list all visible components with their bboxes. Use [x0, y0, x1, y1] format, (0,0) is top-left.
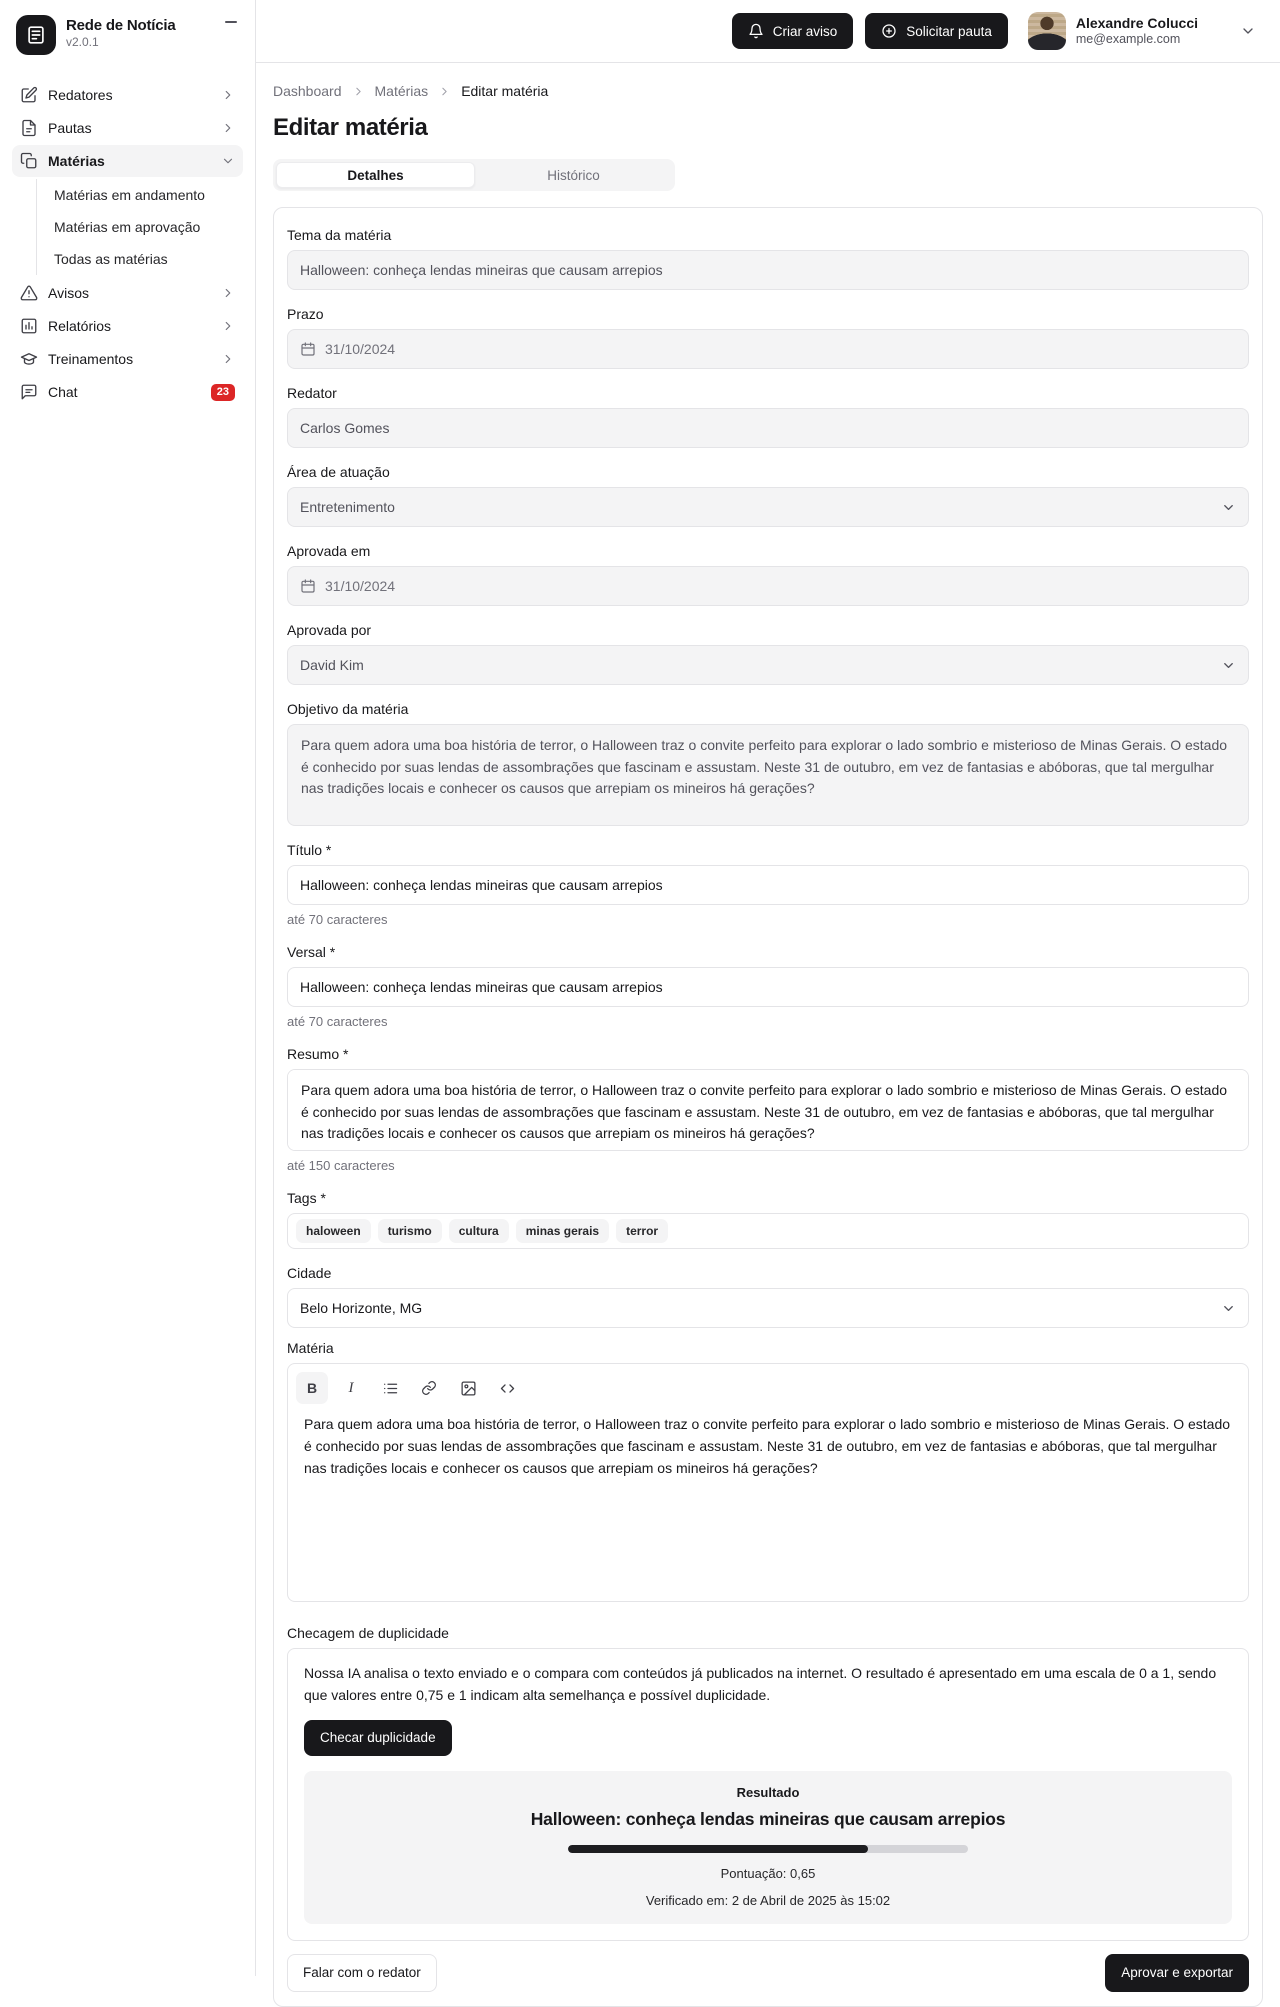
result-headline: Halloween: conheça lendas mineiras que causam arrepios: [530, 1808, 1006, 1829]
bold-icon: B: [306, 1380, 318, 1397]
code-icon: [499, 1380, 516, 1397]
avatar: [1028, 12, 1066, 50]
sidebar: [0, 0, 256, 1976]
tab-historico[interactable]: Histórico: [547, 167, 600, 183]
approve-export-label: Aprovar e exportar: [1121, 1965, 1233, 1981]
create-notice-button[interactable]: [732, 13, 854, 49]
chevron-right-icon: [221, 121, 235, 135]
sidebar-item-label: Chat: [48, 384, 78, 400]
titulo-input[interactable]: [287, 865, 1249, 905]
approve-export-button[interactable]: [1105, 1954, 1249, 1992]
tag-chip: cultura: [449, 1219, 509, 1243]
versal-input[interactable]: [287, 967, 1249, 1007]
aprovada-em-field: [287, 566, 1249, 606]
card-footer: [287, 1954, 1249, 1992]
calendar-icon: [300, 578, 316, 594]
tag-chip: terror: [616, 1219, 668, 1243]
redator-field: [287, 408, 1249, 448]
bullet-list-button[interactable]: [374, 1372, 406, 1404]
objetivo-textarea: [287, 724, 1249, 826]
tema-label: Tema da matéria: [287, 227, 392, 243]
chevron-down-icon: [1221, 500, 1236, 515]
document-icon: [20, 119, 38, 137]
breadcrumb: [273, 83, 1263, 99]
sidebar-item-avisos[interactable]: [12, 277, 243, 309]
app-version: v2.0.1: [66, 35, 99, 49]
sidebar-subitem-label: Todas as matérias: [54, 251, 168, 267]
chevron-right-icon: [352, 85, 365, 98]
sidebar-item-label: Redatores: [48, 87, 113, 103]
sidebar-item-label: Avisos: [48, 285, 89, 301]
chevron-down-icon[interactable]: [1236, 19, 1260, 43]
topbar: [256, 0, 1280, 63]
request-pauta-label: Solicitar pauta: [906, 23, 992, 39]
chevron-right-icon: [221, 88, 235, 102]
sidebar-subitem-label: Matérias em aprovação: [54, 219, 201, 235]
edit-icon: [20, 86, 38, 104]
aprovada-em-value: 31/10/2024: [325, 578, 396, 594]
tag-chip: minas gerais: [516, 1219, 609, 1243]
tab-detalhes[interactable]: Detalhes: [276, 162, 475, 188]
list-icon: [382, 1380, 399, 1397]
talk-to-editor-button[interactable]: Falar com o redator: [287, 1954, 437, 1992]
duplicate-check-description: Nossa IA analisa o texto enviado e o compara com conteúdos já publicados na internet. O resultado é apresentado em uma escala de 0 a 1, sendo que valores entre 0,75 e 1 indicam alta semelhança e possível duplicidade.: [304, 1665, 1217, 1704]
italic-icon: I: [348, 1379, 354, 1396]
tema-value: Halloween: conheça lendas mineiras que causam arrepios: [300, 262, 663, 278]
request-pauta-button[interactable]: [865, 13, 1008, 49]
aprovada-por-label: Aprovada por: [287, 622, 372, 638]
editor-content[interactable]: Para quem adora uma boa história de terror, o Halloween traz o convite perfeito para explorar o lado sombrio e misterioso de Minas Gerais. O estado é conhecido por suas lendas de assombrações que fascinam e assustam. Neste 31 de outubro, em vez de fantasias e abóboras, que tal mergulhar nas tradições locais e conhecer os causos que arrepiam os mineiros há gerações?: [304, 1416, 1231, 1476]
result-verified: Verificado em: 2 de Abril de 2025 às 15:02: [645, 1892, 891, 1908]
duplicate-result-panel: [304, 1771, 1232, 1924]
chevron-right-icon: [438, 85, 451, 98]
sidebar-item-label: Pautas: [48, 120, 92, 136]
chevron-down-icon: [1221, 658, 1236, 673]
sidebar-item-label: Relatórios: [48, 318, 112, 334]
tab-bar: [273, 159, 675, 191]
titulo-helper: até 70 caracteres: [287, 912, 388, 927]
sidebar-item-label: Matérias: [48, 153, 105, 169]
create-notice-label: Criar aviso: [772, 23, 838, 39]
area-atuacao-value: Entretenimento: [300, 499, 395, 515]
app-name: Rede de Notícia: [66, 17, 176, 34]
redator-value: Carlos Gomes: [300, 420, 390, 436]
bold-button[interactable]: [296, 1372, 328, 1404]
sidebar-materias-subtree: [36, 179, 243, 275]
versal-label: Versal *: [287, 944, 336, 960]
sidebar-item-materias-em-aprovacao[interactable]: [37, 211, 243, 243]
objetivo-label: Objetivo da matéria: [287, 701, 409, 717]
sidebar-item-relatorios[interactable]: [12, 310, 243, 342]
sidebar-item-pautas[interactable]: [12, 112, 243, 144]
sidebar-nav: [0, 65, 255, 408]
bell-icon: [748, 23, 764, 39]
copy-stack-icon: [20, 152, 38, 170]
check-duplicate-button[interactable]: [304, 1720, 452, 1756]
resumo-textarea[interactable]: [287, 1069, 1249, 1151]
sidebar-item-todas-as-materias[interactable]: [37, 243, 243, 275]
prazo-field: [287, 329, 1249, 369]
aprovada-em-label: Aprovada em: [287, 543, 371, 559]
resumo-label: Resumo *: [287, 1046, 349, 1062]
user-name: Alexandre Colucci: [1075, 15, 1198, 32]
chevron-right-icon: [221, 352, 235, 366]
collapse-sidebar-button[interactable]: [221, 15, 241, 29]
code-button[interactable]: [491, 1372, 523, 1404]
rich-text-editor: [287, 1363, 1249, 1602]
sidebar-subitem-label: Matérias em andamento: [54, 187, 205, 203]
app-logo: [16, 15, 56, 55]
tag-chip: turismo: [378, 1219, 442, 1243]
chat-unread-badge: 23: [211, 384, 235, 401]
sidebar-header: [0, 0, 255, 65]
objetivo-value: Para quem adora uma boa história de terror, o Halloween traz o convite perfeito para explorar o lado sombrio e misterioso de Minas Gerais. O estado é conhecido por suas lendas de assombrações que fascinam e assustam. Neste 31 de outubro, em vez de fantasias e abóboras, que tal mergulhar nas tradições locais e conhecer os causos que arrepiam os mineiros há gerações?: [301, 737, 1228, 797]
sidebar-item-materias[interactable]: [12, 145, 243, 177]
redator-label: Redator: [287, 385, 337, 401]
aprovada-por-value: David Kim: [300, 657, 364, 673]
result-score: Pontuação: 0,65: [720, 1865, 816, 1881]
sidebar-item-chat[interactable]: [12, 376, 243, 408]
link-icon: [421, 1380, 437, 1396]
graduation-cap-icon: [20, 350, 38, 368]
prazo-label: Prazo: [287, 306, 324, 322]
versal-helper: até 70 caracteres: [287, 1014, 388, 1029]
user-menu[interactable]: [1028, 12, 1198, 50]
duplicate-check-label: Checagem de duplicidade: [287, 1625, 449, 1642]
materia-label: Matéria: [287, 1340, 334, 1357]
sidebar-item-redatores[interactable]: [12, 79, 243, 111]
chevron-down-icon: [1221, 1301, 1236, 1316]
breadcrumb-dashboard[interactable]: Dashboard: [273, 83, 342, 99]
sidebar-item-treinamentos[interactable]: [12, 343, 243, 375]
tema-field: [287, 250, 1249, 290]
image-icon: [460, 1380, 477, 1397]
calendar-icon: [300, 341, 316, 357]
sidebar-item-materias-em-andamento[interactable]: [37, 179, 243, 211]
breadcrumb-materias[interactable]: Matérias: [374, 83, 429, 99]
result-title: Resultado: [736, 1784, 800, 1800]
chat-bubble-icon: [20, 383, 38, 401]
edit-materia-card: [273, 207, 1263, 2007]
sidebar-item-label: Treinamentos: [48, 351, 134, 367]
duplicate-check-panel: [287, 1648, 1249, 1940]
editor-toolbar: [288, 1364, 1248, 1406]
user-email: me@example.com: [1075, 31, 1181, 46]
check-duplicate-label: Checar duplicidade: [320, 1730, 436, 1746]
breadcrumb-current: Editar matéria: [461, 83, 549, 99]
tags-input[interactable]: [287, 1213, 1249, 1249]
italic-button[interactable]: [335, 1372, 367, 1404]
chevron-right-icon: [221, 319, 235, 333]
plus-circle-icon: [881, 23, 897, 39]
cidade-select[interactable]: [287, 1288, 1249, 1328]
area-atuacao-select: [287, 487, 1249, 527]
image-button[interactable]: [452, 1372, 484, 1404]
cidade-label: Cidade: [287, 1265, 332, 1282]
page-title: Editar matéria: [273, 114, 428, 141]
tags-label: Tags *: [287, 1190, 326, 1206]
titulo-label: Título *: [287, 842, 332, 858]
newspaper-icon: [25, 24, 47, 46]
chevron-right-icon: [221, 286, 235, 300]
resumo-helper: até 150 caracteres: [287, 1158, 395, 1173]
cidade-value: Belo Horizonte, MG: [300, 1300, 423, 1317]
aprovada-por-select: [287, 645, 1249, 685]
duplicate-progress-bar: [568, 1845, 968, 1853]
prazo-value: 31/10/2024: [325, 341, 396, 357]
tag-chip: haloween: [296, 1219, 371, 1243]
minimize-icon: [225, 21, 237, 23]
alert-triangle-icon: [20, 284, 38, 302]
bar-chart-icon: [20, 317, 38, 335]
area-atuacao-label: Área de atuação: [287, 464, 390, 480]
chevron-down-icon: [221, 154, 235, 168]
duplicate-progress-fill: [568, 1845, 868, 1853]
link-button[interactable]: [413, 1372, 445, 1404]
